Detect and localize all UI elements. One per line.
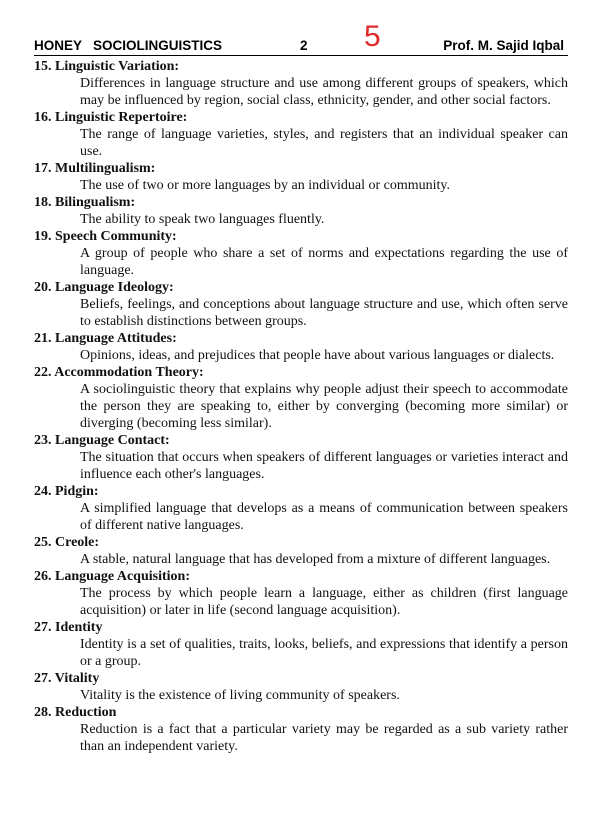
entry-definition: The situation that occurs when speakers of different languages or varieties interact and influence each other's languages. [80, 450, 568, 482]
entry-27-vitality [34, 670, 568, 704]
entry-definition: The range of language varieties, styles, and registers that an individual speaker can use. [80, 127, 568, 159]
entry-definition: Vitality is the existence of living community of speakers. [80, 688, 400, 703]
entry-definition: Differences in language structure and use among different groups of speakers, which may be influenced by region, social class, ethnicity, gender, and other social factors. [80, 76, 568, 108]
entry-term: 28. Reduction [34, 705, 117, 720]
entry-23 [34, 432, 568, 483]
entry-definition: Reduction is a fact that a particular variety may be regarded as a sub variety rather than an independent variety. [80, 722, 568, 754]
entry-term: 22. Accommodation Theory: [34, 365, 204, 380]
entry-term: 23. Language Contact: [34, 433, 170, 448]
entry-22 [34, 364, 568, 432]
header-chapter-number: 5 [364, 20, 381, 53]
header-author: Prof. M. Sajid Iqbal [443, 38, 564, 53]
page-header [34, 20, 568, 56]
entry-definition: A stable, natural language that has developed from a mixture of different languages. [80, 552, 551, 567]
entry-term: 17. Multilingualism: [34, 161, 156, 176]
entry-15 [34, 58, 568, 109]
entry-definition: The process by which people learn a language, either as children (first language acquisition) or later in life (second language acquisition). [80, 586, 568, 618]
entry-28 [34, 704, 568, 755]
entry-definition: A sociolinguistic theory that explains why people adjust their speech to accommodate the person they are speaking to, either by converging (becoming more similar) or diverging (becoming less similar). [80, 382, 568, 431]
entry-term: 15. Linguistic Variation: [34, 59, 180, 74]
entry-term: 25. Creole: [34, 535, 100, 550]
entry-term: 24. Pidgin: [34, 484, 99, 499]
entry-17 [34, 160, 568, 194]
entry-20 [34, 279, 568, 330]
entry-term: 18. Bilingualism: [34, 195, 136, 210]
entry-definition: The ability to speak two languages fluently. [80, 212, 325, 227]
entry-16 [34, 109, 568, 160]
header-page-number: 2 [300, 38, 308, 53]
entry-18 [34, 194, 568, 228]
entry-term: 27. Identity [34, 620, 103, 635]
entry-definition: Opinions, ideas, and prejudices that people have about various languages or dialects. [80, 348, 555, 363]
entry-term: 27. Vitality [34, 671, 100, 686]
entry-definition: A simplified language that develops as a means of communication between speakers of different native languages. [80, 501, 568, 533]
entry-19 [34, 228, 568, 279]
entry-term: 16. Linguistic Repertoire: [34, 110, 188, 125]
entry-26 [34, 568, 568, 619]
entry-term: 20. Language Ideology: [34, 280, 174, 295]
entry-term: 19. Speech Community: [34, 229, 177, 244]
entry-27-identity [34, 619, 568, 670]
entry-term: 26. Language Acquisition: [34, 569, 190, 584]
entry-21 [34, 330, 568, 364]
entry-definition: The use of two or more languages by an individual or community. [80, 178, 451, 193]
glossary-list [34, 58, 568, 755]
entry-definition: A group of people who share a set of norms and expectations regarding the use of language. [80, 246, 568, 278]
entry-definition: Beliefs, feelings, and conceptions about language structure and use, which often serve to establish distinctions between groups. [80, 297, 568, 329]
entry-definition: Identity is a set of qualities, traits, looks, beliefs, and expressions that identify a person or a group. [80, 637, 568, 669]
entry-term: 21. Language Attitudes: [34, 331, 177, 346]
header-title: HONEY SOCIOLINGUISTICS [34, 38, 223, 53]
entry-24 [34, 483, 568, 534]
entry-25 [34, 534, 568, 568]
